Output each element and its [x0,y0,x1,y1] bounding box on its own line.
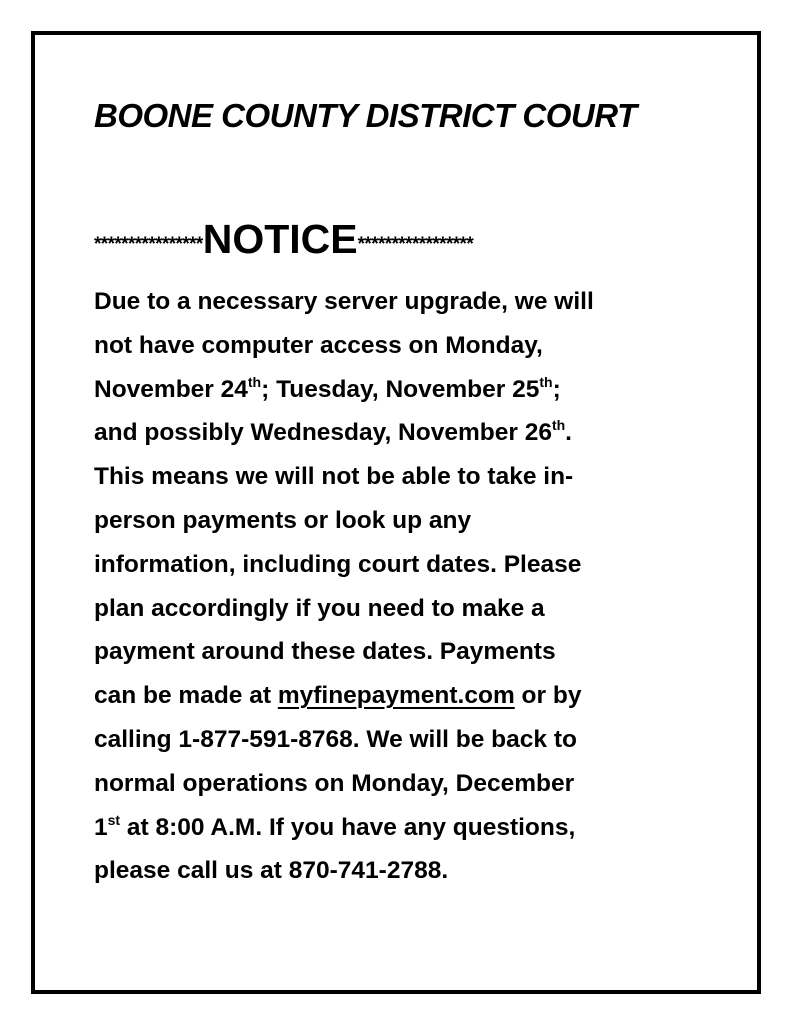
body-line: plan accordingly if you need to make a [94,594,545,622]
body-line: calling 1-877-591-8768. We will be back to [94,725,577,753]
notice-heading [94,214,473,274]
body-line: payment around these dates. Payments [94,638,556,666]
body-text-run: at 8:00 A.M. If you have any questions, [120,813,576,841]
ordinal-suffix: th [247,373,262,390]
body-line [94,411,734,455]
body-line [94,368,734,412]
body-line: This means we will not be able to take in- [94,463,574,491]
body-text-run: 1 [94,813,108,841]
body-line: information, including court dates. Please [94,550,582,578]
body-line [94,674,734,718]
body-text-run: . [565,419,572,447]
page-title: BOONE COUNTY DISTRICT COURT [94,97,637,134]
body-text-run: can be made at [94,682,278,710]
body-line: Due to a necessary server upgrade, we will [94,288,594,315]
payment-website-link[interactable]: myfinepayment.com [277,682,515,710]
body-line: please call us at 870-741-2788. [94,857,449,885]
ordinal-suffix: th [551,417,566,434]
body-text-run: or by [514,682,582,710]
body-line: normal operations on Monday, December [94,769,575,797]
ordinal-suffix: th [539,373,553,390]
body-text-run: November 24 [94,375,248,403]
body-line: person payments or look up any [94,506,472,534]
body-line [94,806,734,850]
notice-body [94,280,734,893]
notice-stars-right: ***************** [357,234,474,255]
ordinal-suffix: st [107,811,121,828]
body-text-run: and possibly Wednesday, November 26 [94,419,552,447]
body-text-run: ; [552,375,561,403]
body-line: not have computer access on Monday, [94,331,543,359]
notice-stars-left: **************** [94,234,203,255]
body-text-run: ; Tuesday, November 25 [261,375,540,403]
notice-word: NOTICE [202,216,358,262]
